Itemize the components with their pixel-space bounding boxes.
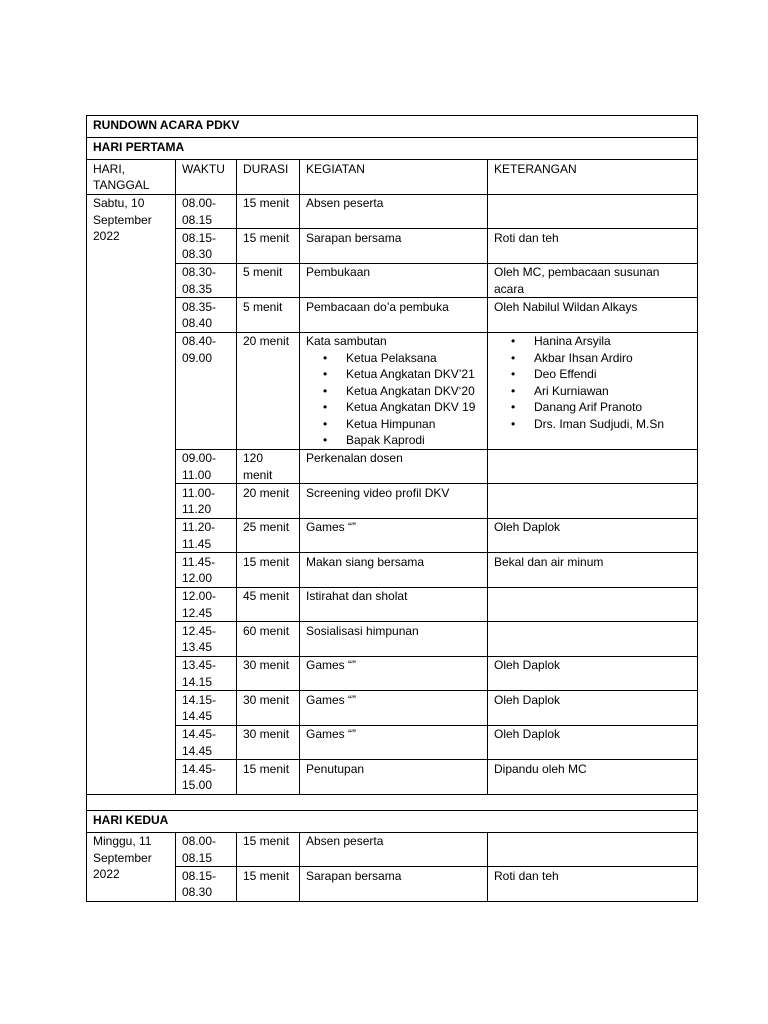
waktu-cell: 08.30-08.35 bbox=[176, 263, 237, 298]
kegiatan-text: Sarapan bersama bbox=[306, 868, 402, 883]
durasi-cell: 30 menit bbox=[237, 656, 300, 691]
waktu-cell: 09.00-11.00 bbox=[176, 449, 237, 484]
kegiatan-text: Penutupan bbox=[306, 761, 365, 776]
kegiatan-list-item: • Ketua Himpunan bbox=[306, 416, 481, 433]
header-kegiatan: KEGIATAN bbox=[300, 160, 488, 195]
kegiatan-list-item: • Ketua Angkatan DKV‘20 bbox=[306, 383, 481, 400]
keterangan-text: Bekal dan air minum bbox=[494, 554, 604, 569]
waktu-cell: 11.00-11.20 bbox=[176, 484, 237, 519]
schedule-row bbox=[87, 484, 698, 519]
keterangan-cell bbox=[488, 332, 698, 449]
kegiatan-cell bbox=[300, 760, 488, 795]
schedule-row bbox=[87, 587, 698, 622]
keterangan-cell bbox=[488, 760, 698, 795]
kegiatan-cell bbox=[300, 484, 488, 519]
kegiatan-text: Absen peserta bbox=[306, 834, 384, 848]
schedule-row bbox=[87, 656, 698, 691]
waktu-cell: 08.35-08.40 bbox=[176, 298, 237, 333]
schedule-row bbox=[87, 332, 698, 449]
schedule-row bbox=[87, 553, 698, 588]
keterangan-cell bbox=[488, 484, 698, 519]
kegiatan-text: Makan siang bersama bbox=[306, 554, 425, 569]
durasi-cell: 120 menit bbox=[237, 449, 300, 484]
schedule-row bbox=[87, 263, 698, 298]
keterangan-cell bbox=[488, 263, 698, 298]
durasi-cell: 20 menit bbox=[237, 484, 300, 519]
keterangan-list-item: • Drs. Iman Sudjudi, M.Sn bbox=[494, 416, 691, 433]
schedule-row bbox=[87, 229, 698, 264]
waktu-cell: 08.15-08.30 bbox=[176, 867, 237, 902]
kegiatan-text: Kata sambutan bbox=[306, 334, 387, 348]
waktu-cell: 14.45-14.45 bbox=[176, 725, 237, 760]
kegiatan-cell bbox=[300, 867, 488, 902]
kegiatan-cell bbox=[300, 587, 488, 622]
schedule-row bbox=[87, 760, 698, 795]
durasi-cell: 30 menit bbox=[237, 691, 300, 726]
kegiatan-text: Pembukaan bbox=[306, 265, 371, 279]
spacer-cell bbox=[87, 794, 698, 810]
kegiatan-text: Istirahat dan sholat bbox=[306, 589, 408, 603]
header-row bbox=[87, 160, 698, 195]
keterangan-cell bbox=[488, 587, 698, 622]
durasi-cell: 45 menit bbox=[237, 587, 300, 622]
keterangan-cell bbox=[488, 656, 698, 691]
keterangan-text: Roti dan teh bbox=[494, 868, 559, 883]
kegiatan-cell bbox=[300, 229, 488, 264]
header-waktu: WAKTU bbox=[176, 160, 237, 195]
waktu-cell: 08.40-09.00 bbox=[176, 332, 237, 449]
durasi-cell: 5 menit bbox=[237, 263, 300, 298]
kegiatan-text: Games “” bbox=[306, 520, 357, 534]
keterangan-text: Oleh MC, pembacaan susunan acara bbox=[494, 265, 660, 296]
day2-label-row bbox=[87, 810, 698, 832]
durasi-cell: 15 menit bbox=[237, 553, 300, 588]
document-page bbox=[86, 115, 697, 902]
kegiatan-cell bbox=[300, 725, 488, 760]
kegiatan-text: Games “” bbox=[306, 727, 357, 741]
kegiatan-text: Sarapan bersama bbox=[306, 230, 402, 245]
kegiatan-text: Absen peserta bbox=[306, 196, 384, 210]
kegiatan-cell bbox=[300, 298, 488, 333]
schedule-row bbox=[87, 867, 698, 902]
keterangan-list-item: • Hanina Arsyila bbox=[494, 333, 691, 350]
kegiatan-cell bbox=[300, 832, 488, 867]
schedule-row bbox=[87, 298, 698, 333]
keterangan-text: Dipandu oleh MC bbox=[494, 761, 587, 776]
kegiatan-text: Screening video profil DKV bbox=[306, 485, 450, 500]
keterangan-list-item: • Deo Effendi bbox=[494, 366, 691, 383]
kegiatan-cell bbox=[300, 332, 488, 449]
kegiatan-text: Sosialisasi himpunan bbox=[306, 623, 419, 638]
waktu-cell: 12.00-12.45 bbox=[176, 587, 237, 622]
waktu-cell: 08.15-08.30 bbox=[176, 229, 237, 264]
kegiatan-cell bbox=[300, 194, 488, 229]
kegiatan-list-item: • Ketua Pelaksana bbox=[306, 350, 481, 367]
kegiatan-cell bbox=[300, 691, 488, 726]
durasi-cell: 15 menit bbox=[237, 867, 300, 902]
durasi-cell: 15 menit bbox=[237, 760, 300, 795]
day1-label: HARI PERTAMA bbox=[87, 138, 698, 160]
header-hari: HARI, TANGGAL bbox=[87, 160, 176, 195]
durasi-cell: 20 menit bbox=[237, 332, 300, 449]
kegiatan-cell bbox=[300, 553, 488, 588]
waktu-cell: 14.45-15.00 bbox=[176, 760, 237, 795]
keterangan-cell bbox=[488, 622, 698, 657]
schedule-row bbox=[87, 449, 698, 484]
keterangan-text: Oleh Daplok bbox=[494, 692, 561, 707]
keterangan-cell bbox=[488, 691, 698, 726]
durasi-cell: 5 menit bbox=[237, 298, 300, 333]
keterangan-cell bbox=[488, 449, 698, 484]
kegiatan-list bbox=[306, 350, 481, 449]
spacer-row bbox=[87, 794, 698, 810]
keterangan-cell bbox=[488, 229, 698, 264]
schedule-row bbox=[87, 622, 698, 657]
schedule-row bbox=[87, 832, 698, 867]
keterangan-cell bbox=[488, 832, 698, 867]
kegiatan-text: Games “” bbox=[306, 692, 357, 707]
waktu-cell: 08.00-08.15 bbox=[176, 832, 237, 867]
keterangan-list-item: • Akbar Ihsan Ardiro bbox=[494, 350, 691, 367]
title-row bbox=[87, 116, 698, 138]
kegiatan-text: Games “” bbox=[306, 658, 357, 672]
durasi-cell: 15 menit bbox=[237, 194, 300, 229]
waktu-cell: 13.45-14.15 bbox=[176, 656, 237, 691]
keterangan-text: Oleh Daplok bbox=[494, 520, 561, 534]
keterangan-cell bbox=[488, 518, 698, 553]
waktu-cell: 12.45-13.45 bbox=[176, 622, 237, 657]
waktu-cell: 11.45-12.00 bbox=[176, 553, 237, 588]
rundown-table bbox=[86, 115, 698, 902]
keterangan-cell bbox=[488, 553, 698, 588]
kegiatan-list-item: • Bapak Kaprodi bbox=[306, 432, 481, 449]
waktu-cell: 08.00-08.15 bbox=[176, 194, 237, 229]
keterangan-list-item: • Ari Kurniawan bbox=[494, 383, 691, 400]
keterangan-cell bbox=[488, 194, 698, 229]
day1-label-row bbox=[87, 138, 698, 160]
document-title: RUNDOWN ACARA PDKV bbox=[87, 116, 698, 138]
keterangan-list bbox=[494, 333, 691, 432]
kegiatan-list-item: • Ketua Angkatan DKV’21 bbox=[306, 366, 481, 383]
kegiatan-list-item: • Ketua Angkatan DKV 19 bbox=[306, 399, 481, 416]
durasi-cell: 25 menit bbox=[237, 518, 300, 553]
keterangan-cell bbox=[488, 725, 698, 760]
day-date: Minggu, 11 September 2022 bbox=[87, 832, 176, 901]
waktu-cell: 14.15-14.45 bbox=[176, 691, 237, 726]
kegiatan-cell bbox=[300, 518, 488, 553]
day2-label: HARI KEDUA bbox=[87, 810, 698, 832]
waktu-cell: 11.20-11.45 bbox=[176, 518, 237, 553]
keterangan-text: Roti dan teh bbox=[494, 230, 559, 245]
keterangan-cell bbox=[488, 298, 698, 333]
schedule-row bbox=[87, 725, 698, 760]
kegiatan-text: Perkenalan dosen bbox=[306, 451, 403, 465]
kegiatan-cell bbox=[300, 449, 488, 484]
schedule-row bbox=[87, 518, 698, 553]
keterangan-list-item: • Danang Arif Pranoto bbox=[494, 399, 691, 416]
kegiatan-cell bbox=[300, 622, 488, 657]
keterangan-text: Oleh Daplok bbox=[494, 658, 561, 672]
durasi-cell: 15 menit bbox=[237, 229, 300, 264]
durasi-cell: 15 menit bbox=[237, 832, 300, 867]
durasi-cell: 30 menit bbox=[237, 725, 300, 760]
durasi-cell: 60 menit bbox=[237, 622, 300, 657]
header-keterangan: KETERANGAN bbox=[488, 160, 698, 195]
schedule-row bbox=[87, 194, 698, 229]
keterangan-cell bbox=[488, 867, 698, 902]
header-durasi: DURASI bbox=[237, 160, 300, 195]
schedule-row bbox=[87, 691, 698, 726]
keterangan-text: Oleh Nabilul Wildan Alkays bbox=[494, 299, 638, 314]
kegiatan-cell bbox=[300, 656, 488, 691]
kegiatan-text: Pembacaan do’a pembuka bbox=[306, 299, 449, 314]
kegiatan-cell bbox=[300, 263, 488, 298]
keterangan-text: Oleh Daplok bbox=[494, 727, 561, 741]
day-date: Sabtu, 10 September 2022 bbox=[87, 194, 176, 794]
